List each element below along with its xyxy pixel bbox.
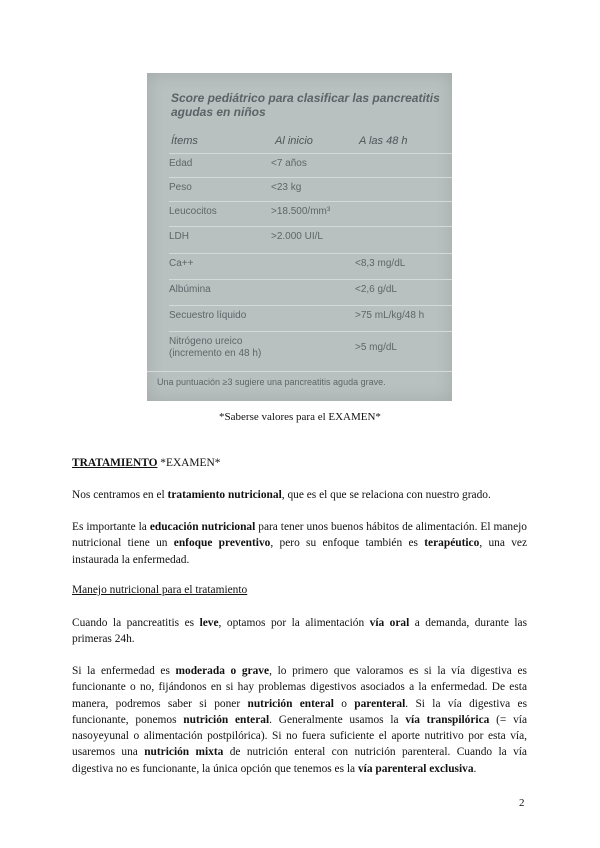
col-header-inicio: Al inicio	[275, 135, 313, 147]
section-heading: TRATAMIENTO *EXAMEN*	[72, 457, 221, 469]
table-footnote: Una puntuación ≥3 sugiere una pancreatitis aguda grave.	[147, 371, 452, 393]
paragraph: Es importante la educación nutricional para tener unos buenos hábitos de alimentación. El manejo nutricional tiene un enfoque preventivo, pero su enfoque también es terapéutico, una vez instaurada la enfermedad.	[72, 521, 528, 566]
table-row: LDH >2.000 UI/L	[169, 226, 452, 247]
table-header	[147, 131, 452, 151]
table-row: Nitrógeno ureico (incremento en 48 h) >5 mg/dL	[169, 331, 452, 372]
table-row: Leucocitos >18.500/mm³	[169, 201, 452, 222]
paragraph: Si la enfermedad es moderada o grave, lo primero que valoramos es si la vía digestiva es funcionante o no, fijándonos en si hay problemas digestivos asociados a la enfermedad. De esta manera, podremos saber si poner nutrición enteral o parenteral. Si la vía digestiva es funcionante, ponemos nutrición enteral. Generalmente usamos la vía transpilórica (= vía nasoyeyunal o alimentación postpilórica). Si no fuera suficiente el aporte nutritivo por esta vía, usaremos una nutrición mixta de nutrición enteral con nutrición parenteral. Cuando la vía digestiva no es funcionante, la única opción que tenemos es la vía parenteral exclusiva.	[72, 665, 528, 775]
table-row: Albúmina <2,6 g/dL	[169, 279, 452, 300]
col-header-items: Ítems	[171, 135, 198, 147]
table-row: Edad <7 años	[169, 153, 452, 174]
paragraph: Cuando la pancreatitis es leve, optamos por la alimentación vía oral a demanda, durante las primeras 24h.	[72, 617, 528, 646]
paragraph: Nos centramos en el tratamiento nutricional, que es el que se relaciona con nuestro grado.	[72, 489, 491, 501]
figure-caption: *Saberse valores para el EXAMEN*	[219, 411, 381, 423]
subheading: Manejo nutricional para el tratamiento	[72, 584, 248, 596]
table-row: Ca++ <8,3 mg/dL	[169, 253, 452, 274]
score-table-photo	[147, 73, 452, 401]
page-number: 2	[519, 797, 525, 809]
table-row: Peso <23 kg	[169, 177, 452, 198]
table-title: Score pediátrico para clasificar las pancreatitis agudas en niños	[171, 91, 440, 119]
table-row: Secuestro líquido >75 mL/kg/48 h	[169, 305, 452, 326]
col-header-48h: A las 48 h	[359, 135, 408, 147]
